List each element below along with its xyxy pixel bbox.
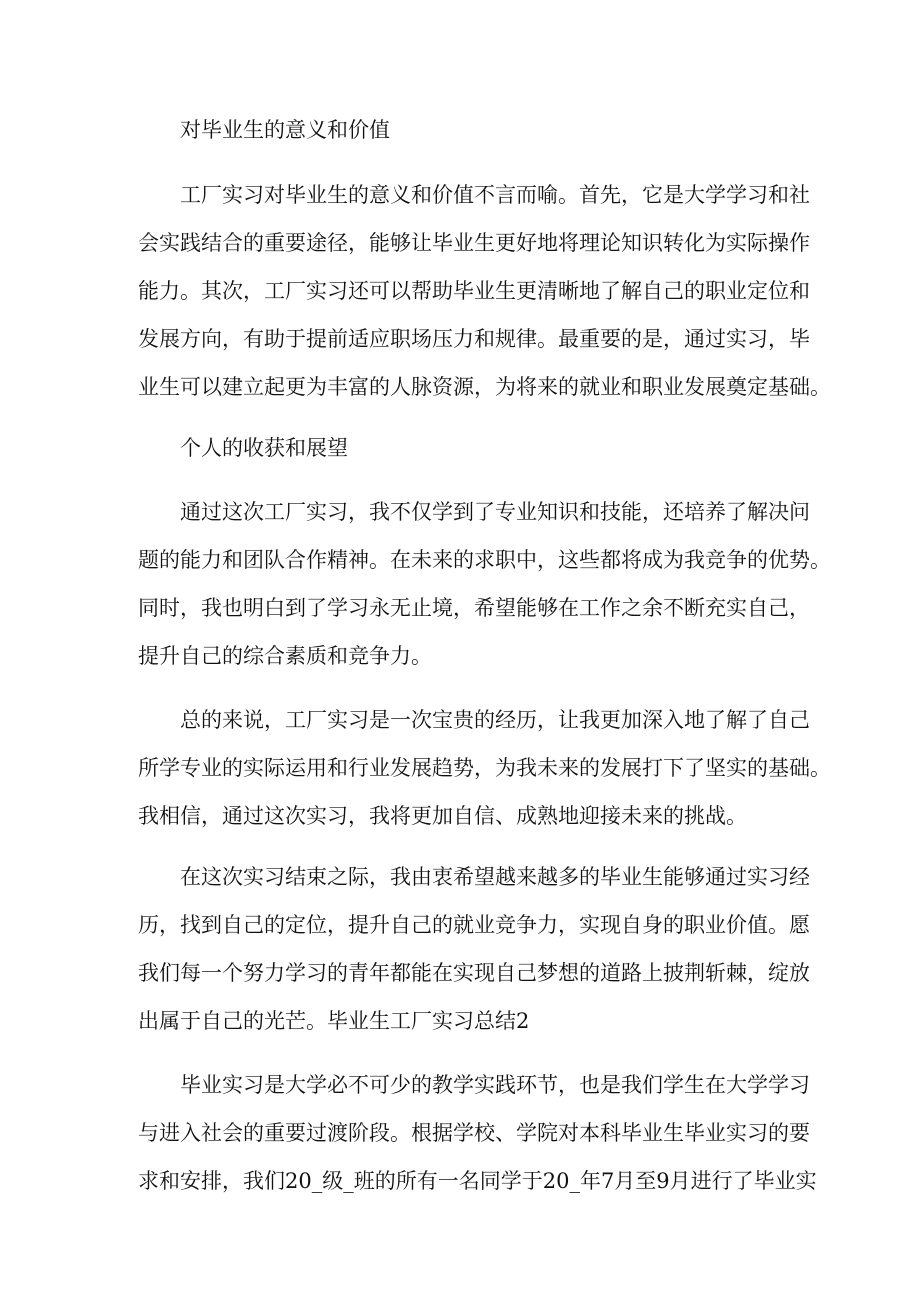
paragraph-line: 发展方向，有助于提前适应职场压力和规律。最重要的是，通过实习，毕	[138, 327, 810, 351]
paragraph-line: 业生可以建立起更为丰富的人脉资源，为将来的就业和职业发展奠定基础。	[138, 375, 831, 399]
paragraph-line: 求和安排，我们20_级_班的所有一名同学于20_年7月至9月进行了毕业实	[138, 1169, 817, 1193]
paragraph-line: 工厂实习对毕业生的意义和价值不言而喻。首先，它是大学学习和社	[180, 183, 810, 207]
paragraph-line: 所学专业的实际运用和行业发展趋势，为我未来的发展打下了坚实的基础。	[138, 756, 831, 780]
paragraph-line: 我们每一个努力学习的青年都能在实现自己梦想的道路上披荆斩棘，绽放	[138, 961, 810, 985]
paragraph-line: 在这次实习结束之际，我由衷希望越来越多的毕业生能够通过实习经	[180, 865, 810, 889]
paragraph-line: 会实践结合的重要途径，能够让毕业生更好地将理论知识转化为实际操作	[138, 231, 810, 255]
paragraph-line: 题的能力和团队合作精神。在未来的求职中，这些都将成为我竞争的优势。	[138, 548, 831, 572]
paragraph-line: 能力。其次，工厂实习还可以帮助毕业生更清晰地了解自己的职业定位和	[138, 279, 810, 303]
paragraph-line: 与进入社会的重要过渡阶段。根据学校、学院对本科毕业生毕业实习的要	[138, 1121, 810, 1145]
section-heading-meaning: 对毕业生的意义和价值	[180, 118, 390, 142]
paragraph-line: 出属于自己的光芒。毕业生工厂实习总结2	[138, 1009, 530, 1033]
paragraph-line: 总的来说，工厂实习是一次宝贵的经历，让我更加深入地了解了自己	[180, 708, 810, 732]
paragraph-line: 通过这次工厂实习，我不仅学到了专业知识和技能，还培养了解决问	[180, 500, 810, 524]
paragraph-line: 提升自己的综合素质和竞争力。	[138, 644, 432, 668]
paragraph-line: 我相信，通过这次实习，我将更加自信、成熟地迎接未来的挑战。	[138, 804, 747, 828]
paragraph-line: 同时，我也明白到了学习永无止境，希望能够在工作之余不断充实自己，	[138, 596, 810, 620]
paragraph-line: 毕业实习是大学必不可少的教学实践环节，也是我们学生在大学学习	[180, 1073, 810, 1097]
section-heading-harvest: 个人的收获和展望	[180, 436, 348, 460]
paragraph-line: 历，找到自己的定位，提升自己的就业竞争力，实现自身的职业价值。愿	[138, 913, 810, 937]
